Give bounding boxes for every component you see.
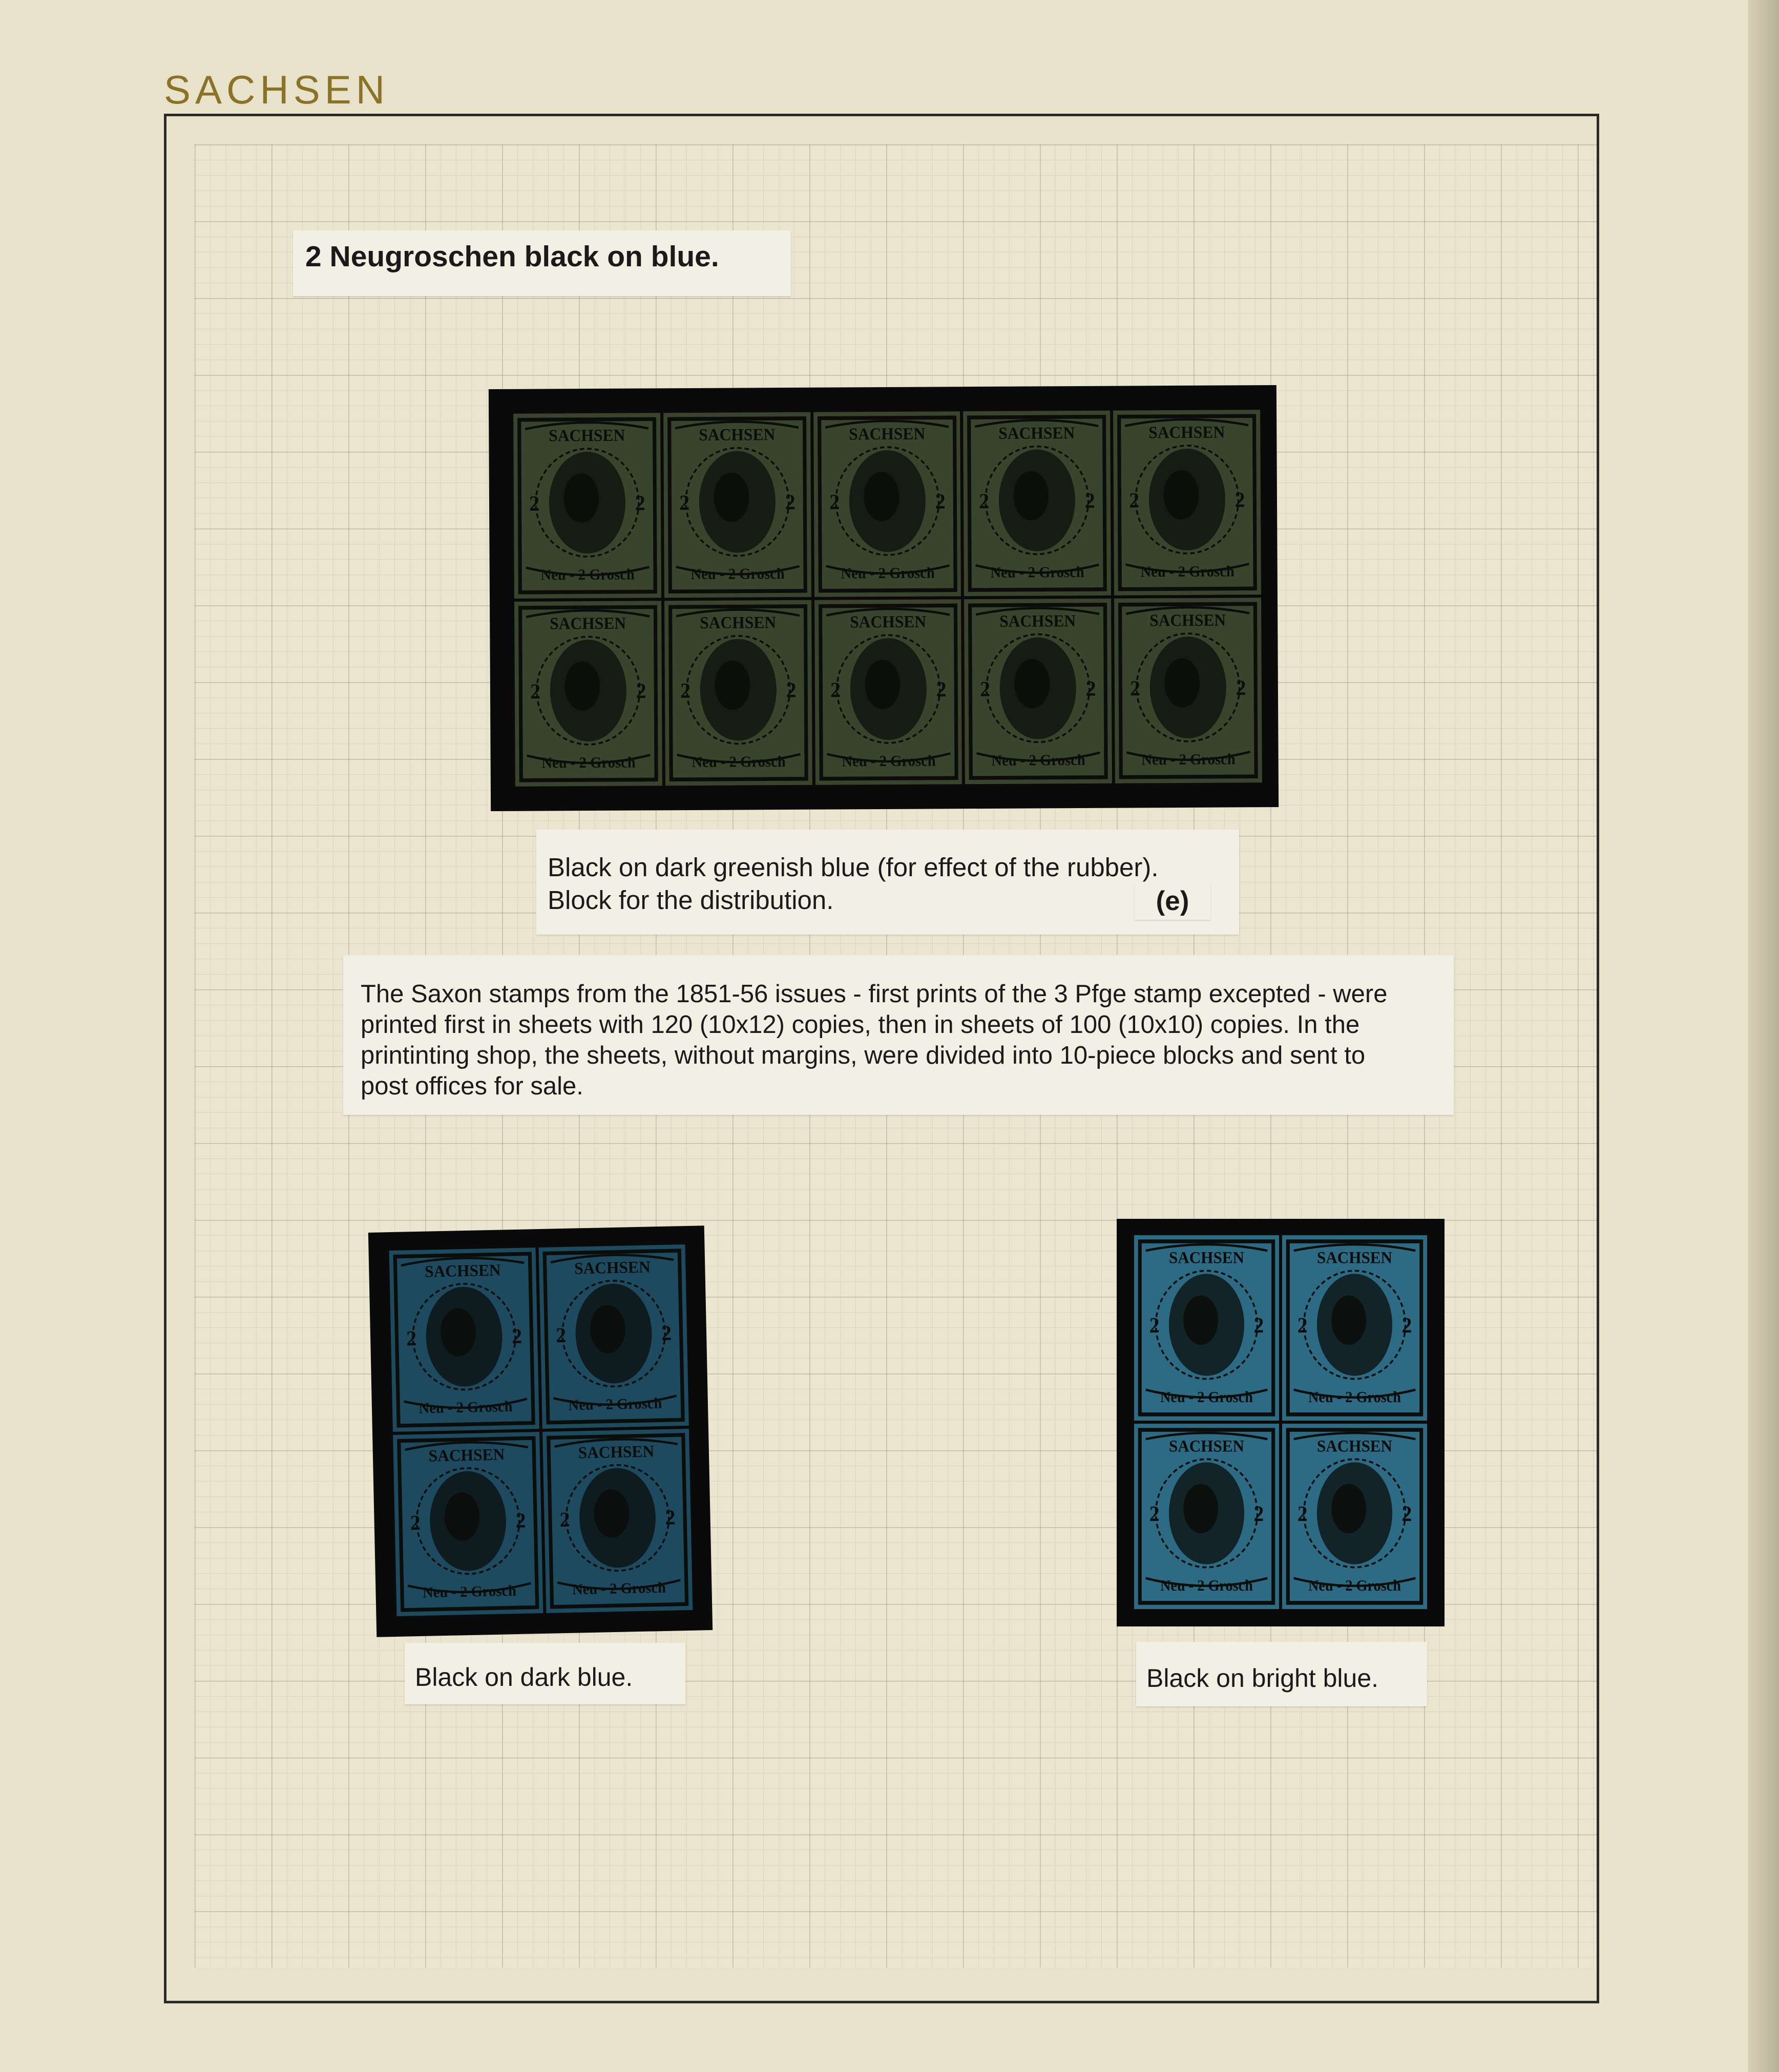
svg-text:Neu - 2 Grosch: Neu - 2 Grosch [990,564,1085,581]
stamp [1282,1235,1427,1421]
stamp-block-dark [389,1244,693,1616]
stamp-block-bright [1134,1235,1427,1609]
svg-text:Neu - 2 Grosch: Neu - 2 Grosch [568,1395,662,1414]
svg-text:2: 2 [1085,676,1097,701]
svg-text:2: 2 [410,1511,421,1535]
stamp-block-dark-mount [368,1225,713,1637]
stamp [1282,1424,1427,1609]
svg-text:2: 2 [1234,487,1245,512]
svg-text:Neu - 2 Grosch: Neu - 2 Grosch [991,752,1086,769]
svg-text:SACHSEN: SACHSEN [698,425,776,445]
svg-text:2: 2 [636,679,646,703]
svg-text:2: 2 [406,1326,417,1350]
dark-block-caption: Black on dark blue. [405,1643,685,1704]
bright-block-caption: Black on bright blue. [1136,1642,1427,1706]
svg-text:SACHSEN: SACHSEN [1317,1248,1392,1267]
svg-text:Neu - 2 Grosch: Neu - 2 Grosch [690,565,785,583]
section-title-label: 2 Neugroschen black on blue. [293,230,791,296]
stamp [813,411,961,597]
svg-text:2: 2 [1129,488,1140,513]
svg-text:2: 2 [661,1321,672,1345]
svg-text:2: 2 [511,1324,522,1348]
svg-text:SACHSEN: SACHSEN [1148,422,1225,442]
svg-text:SACHSEN: SACHSEN [999,611,1076,631]
svg-text:2: 2 [1236,675,1246,700]
svg-text:SACHSEN: SACHSEN [699,612,777,632]
stamp [1134,1235,1279,1421]
stamp-block-ten [513,410,1262,787]
svg-text:2: 2 [680,678,691,703]
svg-text:2: 2 [635,491,645,515]
svg-text:SACHSEN: SACHSEN [550,614,626,633]
svg-text:Neu - 2 Grosch: Neu - 2 Grosch [1308,1577,1401,1595]
note-line-1: The Saxon stamps from the 1851-56 issues - first prints of the 3 Pfge stamp excepted - were [361,980,1388,1008]
svg-text:SACHSEN: SACHSEN [998,423,1075,443]
svg-text:2: 2 [830,678,841,702]
svg-text:SACHSEN: SACHSEN [578,1442,655,1462]
svg-text:2: 2 [515,1508,527,1533]
stamp [663,412,811,598]
svg-text:Neu - 2 Grosch: Neu - 2 Grosch [422,1582,517,1601]
stamp [964,599,1112,784]
svg-text:SACHSEN: SACHSEN [1317,1436,1392,1455]
svg-text:2: 2 [979,489,990,513]
svg-text:2: 2 [785,490,796,514]
stamp [389,1248,539,1432]
note-line-4: post offices for sale. [361,1072,583,1100]
page-header-title: SACHSEN [164,67,390,112]
svg-text:2: 2 [936,677,947,702]
note-line-2: printed first in sheets with 120 (10x12) copies, then in sheets of 100 (10x10) copies. In the [361,1011,1360,1039]
svg-text:2: 2 [829,490,840,514]
stamp-block-bright-mount [1117,1219,1445,1626]
svg-text:2: 2 [1084,488,1096,513]
svg-text:Neu - 2 Grosch: Neu - 2 Grosch [1160,1577,1253,1595]
stamp [1114,598,1262,783]
svg-text:Neu - 2 Grosch: Neu - 2 Grosch [1308,1389,1401,1406]
stamp [664,600,812,786]
svg-text:Neu - 2 Grosch: Neu - 2 Grosch [1140,563,1235,581]
svg-text:2: 2 [1130,676,1141,701]
svg-text:2: 2 [559,1508,571,1532]
svg-text:2: 2 [1253,1502,1264,1526]
svg-text:Neu - 2 Grosch: Neu - 2 Grosch [1160,1389,1253,1406]
stamp [1113,410,1261,595]
svg-text:2: 2 [786,678,797,702]
svg-text:SACHSEN: SACHSEN [1149,610,1226,630]
explanatory-note [343,955,1454,1115]
svg-text:2: 2 [1297,1313,1308,1338]
stamp [513,413,661,598]
svg-text:2: 2 [679,490,690,515]
svg-text:Neu - 2 Grosch: Neu - 2 Grosch [840,564,935,582]
svg-text:SACHSEN: SACHSEN [849,612,926,631]
svg-text:Neu - 2 Grosch: Neu - 2 Grosch [541,754,636,772]
svg-text:SACHSEN: SACHSEN [1169,1436,1244,1455]
strip-caption-mark: (e) [1135,883,1210,920]
stamp [542,1429,693,1613]
svg-text:2: 2 [555,1323,567,1347]
svg-text:Neu - 2 Grosch: Neu - 2 Grosch [841,752,936,770]
strip-caption-line-2: Block for the distribution. [548,885,834,915]
svg-text:SACHSEN: SACHSEN [574,1258,651,1278]
svg-text:Neu - 2 Grosch: Neu - 2 Grosch [418,1398,513,1417]
svg-text:2: 2 [1253,1313,1264,1338]
svg-text:SACHSEN: SACHSEN [424,1261,501,1281]
svg-text:2: 2 [935,489,946,514]
stamp [514,601,662,786]
svg-text:SACHSEN: SACHSEN [1169,1248,1244,1267]
stamp [963,411,1111,596]
svg-text:2: 2 [1401,1313,1412,1338]
svg-text:2: 2 [980,676,991,701]
svg-text:2: 2 [1149,1502,1160,1526]
stamp [814,599,962,785]
stamp [538,1244,688,1429]
svg-text:Neu - 2 Grosch: Neu - 2 Grosch [692,753,786,771]
svg-text:2: 2 [665,1505,676,1529]
album-page-edge [1748,0,1779,2072]
stamp [1134,1424,1279,1609]
svg-text:Neu - 2 Grosch: Neu - 2 Grosch [1141,751,1236,769]
svg-text:Neu - 2 Grosch: Neu - 2 Grosch [540,566,635,584]
stamp [393,1432,543,1616]
note-line-3: printinting shop, the sheets, without margins, were divided into 10-piece blocks and sent to [361,1042,1366,1069]
svg-text:2: 2 [529,491,540,516]
svg-text:Neu - 2 Grosch: Neu - 2 Grosch [572,1579,666,1598]
svg-text:SACHSEN: SACHSEN [848,424,925,443]
svg-text:SACHSEN: SACHSEN [549,426,625,445]
strip-caption [536,830,1239,935]
svg-text:SACHSEN: SACHSEN [428,1445,505,1465]
svg-text:2: 2 [530,679,541,704]
svg-text:2: 2 [1297,1502,1308,1526]
svg-text:2: 2 [1401,1502,1412,1526]
stamp-strip-mount [489,385,1279,811]
strip-caption-line-1: Black on dark greenish blue (for effect of the rubber). [548,853,1159,882]
svg-text:2: 2 [1149,1313,1160,1338]
